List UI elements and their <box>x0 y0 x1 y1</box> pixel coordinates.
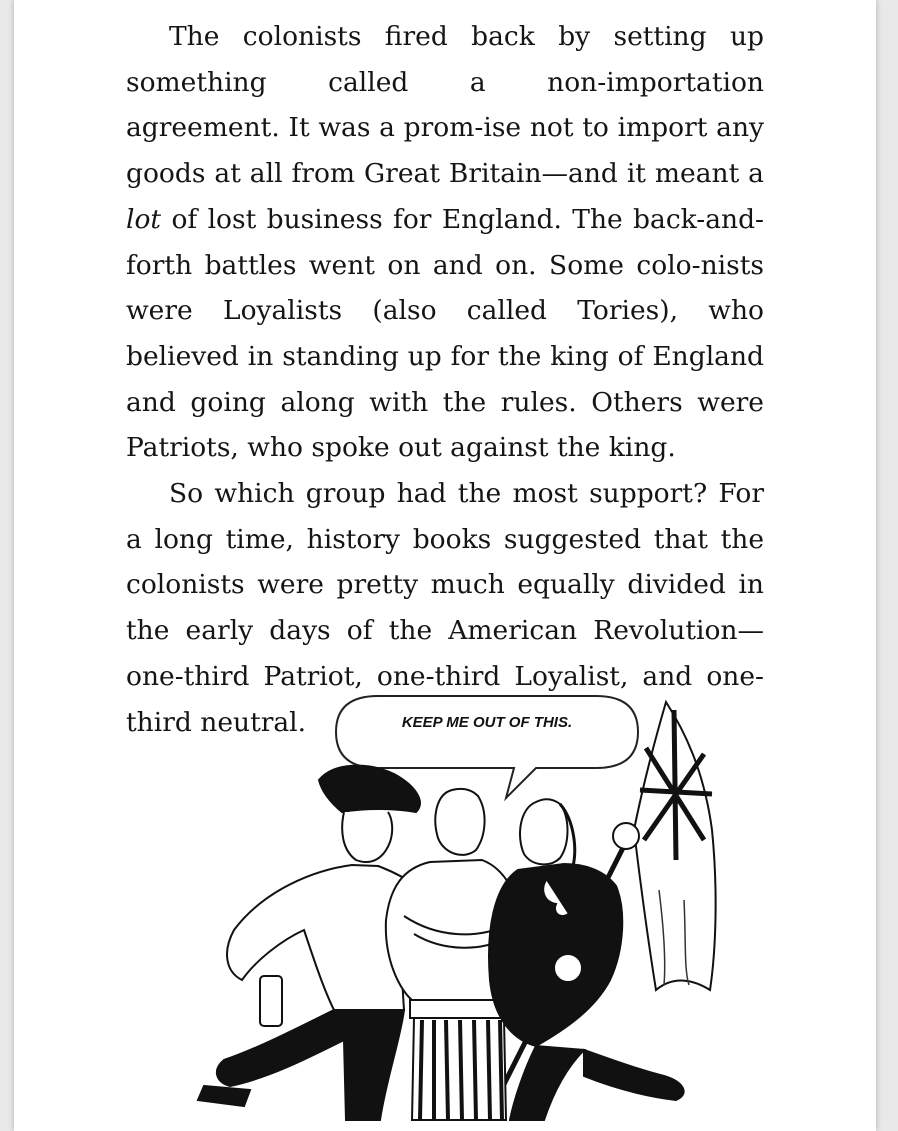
body-text <box>126 14 764 745</box>
paragraph-1: The colonists fired back by setting up something called a non-importation agreement. It was a prom-ise not to import any goods at all from Great Britain—and it meant a lot of lost business for England. The back-and-forth battles went on and on. Some colo-nists were Loyalists (also called Tories), who believed in standing up for the king of England and going along with the rules. Others were Patriots, who spoke out against the king. <box>126 21 764 464</box>
illustration <box>164 690 724 1131</box>
paragraph-2: So which group had the most support? For a long time, history books suggested that the colonists were pretty much equally divided in the early days of the American Revolution—one-third Patriot, one-third Loyalist, and one-third neutral. <box>126 478 764 738</box>
speech-bubble-text: KEEP ME OUT OF THIS. <box>401 714 573 731</box>
book-page <box>14 0 876 1131</box>
